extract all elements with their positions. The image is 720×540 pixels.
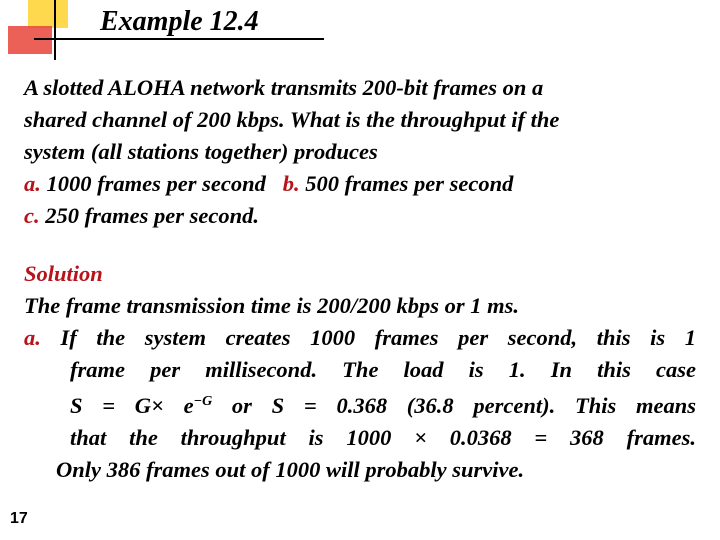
problem-line-1: A slotted ALOHA network transmits 200-bit frames on a	[24, 75, 544, 100]
solution-a-line-3	[70, 386, 696, 422]
solution-line-1: The frame transmission time is 200/200 kbps or 1 ms.	[24, 293, 520, 318]
solution-a-text-1: If the system creates 1000 frames per second, this is 1	[40, 325, 696, 350]
item-c-text: 250 frames per second.	[39, 203, 259, 228]
item-b-label: b.	[282, 171, 300, 196]
formula-pre: S = G× e	[70, 393, 194, 418]
solution-a-line-1	[24, 322, 696, 354]
problem-line-2: shared channel of 200 kbps. What is the throughput if the	[24, 107, 560, 132]
problem-statement	[24, 72, 704, 232]
item-a-text: 1000 frames per second	[40, 171, 266, 196]
solution-heading: Solution	[24, 261, 103, 286]
problem-items-ab	[24, 168, 704, 200]
formula-post: or S = 0.368 (36.8 percent). This means	[212, 393, 696, 418]
page-number: 17	[10, 510, 28, 527]
solution-block	[24, 258, 704, 486]
item-c-label: c.	[24, 203, 40, 228]
slide-title: Example 12.4	[100, 6, 259, 37]
item-b-text: 500 frames per second	[299, 171, 514, 196]
solution-a-label: a.	[24, 325, 41, 350]
problem-item-c	[24, 200, 704, 232]
decorative-yellow-block	[28, 0, 68, 28]
solution-a-line-2: frame per millisecond. The load is 1. In this case	[70, 357, 696, 382]
decorative-horizontal-line	[34, 38, 324, 40]
item-a-label: a.	[24, 171, 41, 196]
decorative-vertical-line	[54, 0, 56, 60]
solution-a-line-5: Only 386 frames out of 1000 will probably survive.	[56, 457, 525, 482]
problem-line-3: system (all stations together) produces	[24, 139, 378, 164]
formula-exponent: −G	[193, 394, 213, 409]
decorative-red-block	[8, 26, 52, 54]
solution-a-line-4: that the throughput is 1000 × 0.0368 = 368 frames.	[70, 425, 696, 450]
